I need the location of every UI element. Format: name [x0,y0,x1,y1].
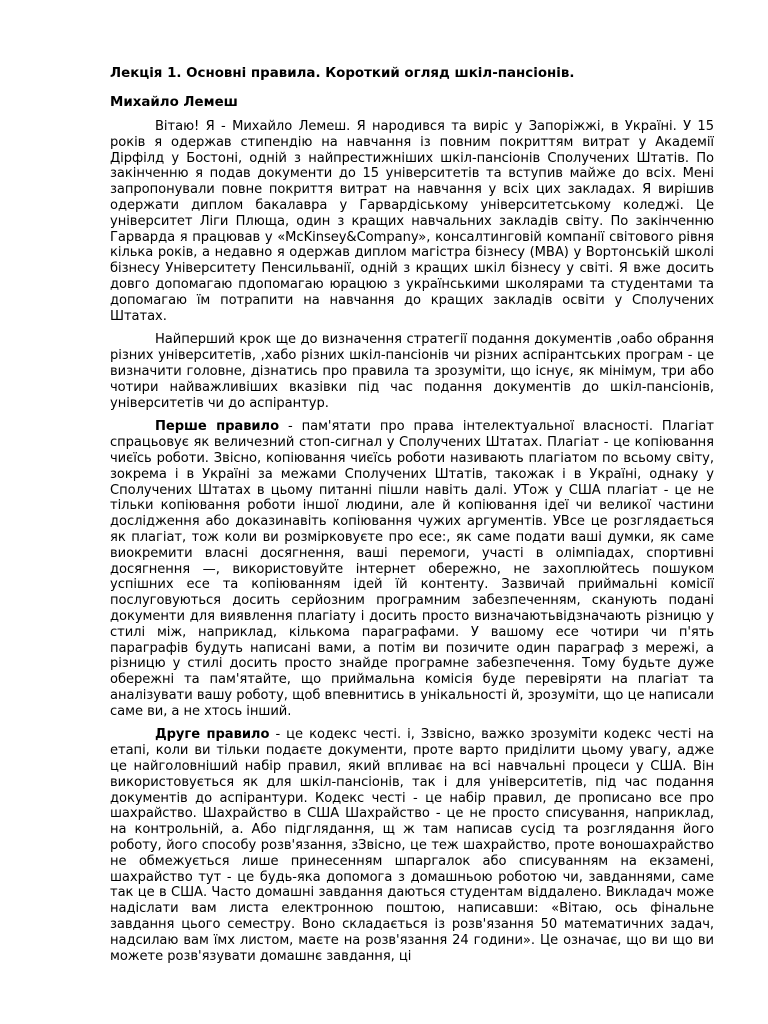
document-author: Михайло Лемеш [110,95,238,110]
paragraph-text: Вітаю! Я - Михайло Лемеш. Я народився та виріс у Запоріжжі, в Україні. У 15 років я одержав стипендію на навчання із повним покриттям витрат у Академії Дірфілд у Бостоні, одній з найпрестижніших шкіл-пансіонів Сполучених Штатів. По закінченню я подав документи до 15 університетів та вступив майже до всіх. Мені запропонували повне покриття витрат на навчання у всіх цих закладах. Я вирішив одержати диплом бакалавра у Гарвардіському університетському коледжі. Це університет Ліги Плюща, один з кращих навчальних закладів світу. По закінченню Гарварда я працював у «McKinsey&Company», консалтинговій компанії світового рівня кілька років, а недавно я одержав диплом магістра бізнесу (МВА) у Вортонській школі бізнесу Університету Пенсильванії, одній з кращих шкіл бізнесу у світі. Я вже досить довго допомагаю пдопомагаю юрацюю з українськими школярами та студентами та допомагаю їм потрапити на навчання до кращих закладів освіти у Сполучених Штатах. [110,119,714,324]
paragraph-text: Найперший крок ще до визначення стратегії подання документів ,оабо обрання різних університетів, ,хабо різних шкіл-пансіонів чи різних аспірантських програм - це визначити головне, дізнатись про правила та зрозуміти, що існує, як мінімум, три або чотири найважливіших вказівки під час подання документів до шкіл-пансіонів, університетів чи до аспірантур. [110,332,714,411]
paragraph-text: - це кодекс честі. і, Ззвісно, важко зрозуміти кодекс честі на етапі, коли ви тільки подаєте документи, проте варто приділити цьому увагу, адже це найголовніший набір правил, який впливає на всі навчальні процеси у США. Він використовується як для шкіл-пансіонів, так і для університетів, під час подання документів до аспірантури. Кодекс честі - це набір правил, де прописано все про шахрайство. Шахрайство в США Шахрайство - це не просто списування, наприклад, на контрольній, а. Або підглядання, щ ж там написав сусід та розглядання його роботу, його способу розв'язання, зЗвісно, це теж шахрайство, проте вонoшахрайство не обмежується лише принесенням шпаргалок або списуванням на екзамені, шахрайство тут - це будь-яка допомога з домашньою роботою чи, завданнями, саме так це в США. Часто домашні завдання даються студентам віддалено. Викладач може надіслати вам листа електронною поштою, написавши: «Вітаю, ось фінальне завдання цього семестру. Воно складається із розв'язання 50 математичних задач, надсилаю вам їмх листом, маєте на розв'язання 24 години». Це означає, що ви що ви можете розв'язувати домашнє завдання, ці [110,727,714,964]
paragraph-intro [110,119,714,324]
rule-heading: Перше правило [155,419,280,435]
paragraph-text: - пам'ятати про права інтелектуальної власності. Плагіат спрацьовує як величезний стоп-сигнал у Сполучених Штатах. Плагіат - це копіювання чиєїсь роботи. Звісно, копіювання чиєїсь роботи називають плагіатом по всьому світу, зокрема і в Україні за межами Сполучених Штатів, такожак і в Україні, однаку у Сполучених Штатах в цьому питанні пішли навіть далі. УТож у США плагіат - це не тільки копіювання роботи іншої людини, але й копіювання ідеї чи великої частини дослідження або доказинавіть копіювання чужих аргументів. УВсе це розглядається як плагіат, тож коли ви розмірковуєте про есе:, як саме подати ваші думки, як саме виокремити власні досягнення, ваші перемоги, участі в олімпіадах, спортивні досягнення —, використовуйте інтернет обережно, не захоплюйтесь пошуком успішних есе та копіюванням ідей їй контенту. Зазвичай приймальні комісії послуговуються досить серйозним програмним забезпеченням, сканують подані документи для виявлення плагіату і досить просто визначаютьвідзначають різницю у стилі між, наприклад, кількома параграфами. У вашому есе чотири чи п'ять параграфів будуть написані вами, а потім ви позичите один параграф з мережі, а різницю у стилі досить просто знайде програмне забезпечення. Тому будьте дуже обережні та пам'ятайте, що приймальна комісія буде перевіряти на плагіат та аналізувати вашу роботу, щоб впевнитись в унікальності й, зрозуміти, що це написали саме ви, а не хтось інший. [110,419,714,719]
paragraph-first-step [110,332,714,411]
paragraph-rule-one [110,419,714,719]
rule-heading: Друге правило [155,727,270,743]
document-title: Лекція 1. Основні правила. Короткий огляд шкіл-пансіонів. [110,66,575,81]
document-page [110,64,714,964]
paragraph-rule-two [110,727,714,964]
